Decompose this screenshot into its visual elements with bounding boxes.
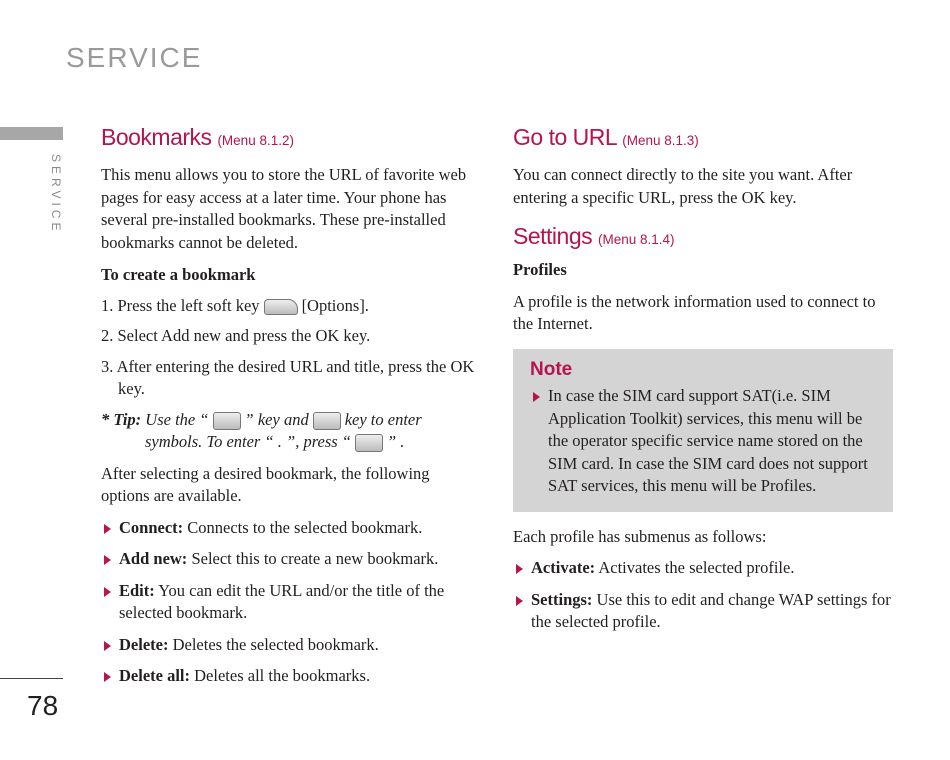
- tip: [101, 409, 476, 454]
- star-key-icon: [213, 412, 241, 430]
- left-column: [101, 122, 476, 688]
- step-1-text-b: [Options].: [301, 295, 369, 315]
- page-number: 78: [27, 690, 59, 721]
- tip-text-a: Use the “: [145, 409, 209, 429]
- side-section-label: SERVICE: [49, 154, 63, 235]
- tip-text-b: ” key and: [244, 409, 309, 429]
- left-soft-key-icon: [264, 299, 298, 315]
- goto-url-heading: [513, 122, 893, 156]
- submenu-term: Settings:: [531, 589, 593, 609]
- create-bookmark-subhead: To create a bookmark: [101, 265, 256, 284]
- note-box: [513, 349, 893, 512]
- right-column: [513, 122, 893, 634]
- hash-key-icon: [313, 412, 341, 430]
- options-intro: After selecting a desired bookmark, the following options are available.: [101, 463, 430, 505]
- page-number-rule: [0, 678, 63, 679]
- submenu-item: [513, 589, 893, 634]
- goto-url-title: Go to URL: [513, 124, 617, 150]
- option-desc: Connects to the selected bookmark.: [187, 517, 423, 537]
- tip-label: * Tip:: [101, 409, 142, 429]
- option-item: [101, 665, 476, 688]
- option-desc: Deletes all the bookmarks.: [194, 666, 371, 685]
- step-1: [101, 295, 476, 318]
- option-term: Connect:: [119, 517, 184, 537]
- step-2: 2. Select Add new and press the OK key.: [101, 326, 371, 345]
- option-desc: Select this to create a new bookmark.: [191, 549, 439, 568]
- submenus-intro: Each profile has submenus as follows:: [513, 526, 767, 546]
- option-item: [101, 580, 476, 625]
- option-item: [101, 634, 476, 657]
- settings-title: Settings: [513, 223, 593, 249]
- note-text: In case the SIM card support SAT(i.e. SIM Application Toolkit) services, this menu will be the operator specific service name stored on the SIM card. In case the SIM card does not support SAT services, this menu will be Profiles.: [530, 385, 876, 498]
- step-1-text-a: 1. Press the left soft key: [101, 295, 260, 315]
- page-header-title: SERVICE: [66, 42, 203, 73]
- profiles-body: A profile is the network information used to connect to the Internet.: [513, 291, 876, 333]
- tip-text-d: ” .: [386, 432, 405, 451]
- option-desc: You can edit the URL and/or the title of the selected bookmark.: [119, 580, 445, 622]
- note-title: Note: [530, 358, 573, 380]
- submenu-desc: Activates the selected profile.: [598, 558, 795, 577]
- bookmarks-intro: This menu allows you to store the URL of favorite web pages for easy access at a later time. Your phone has several pre-installed bookmarks. These pre-installed bookmarks cannot be deleted.: [101, 165, 467, 252]
- goto-url-body: You can connect directly to the site you want. After entering a specific URL, press the OK key.: [513, 165, 853, 207]
- option-item: [101, 548, 476, 571]
- step-3: 3. After entering the desired URL and title, press the OK key.: [101, 356, 475, 398]
- bookmarks-heading: [101, 122, 476, 156]
- side-tab-bar: [0, 127, 63, 140]
- tip-text-c: key to enter symbols. To enter “ . ”, press “: [145, 409, 422, 451]
- settings-heading: [513, 221, 893, 255]
- submenu-term: Activate:: [531, 558, 596, 577]
- profiles-subhead: Profiles: [513, 260, 567, 279]
- settings-menu-ref: (Menu 8.1.4): [598, 232, 675, 247]
- goto-url-menu-ref: (Menu 8.1.3): [622, 133, 699, 148]
- option-item: [101, 517, 476, 540]
- option-term: Delete:: [119, 634, 169, 654]
- option-term: Edit:: [119, 580, 155, 600]
- option-desc: Deletes the selected bookmark.: [172, 634, 379, 654]
- option-term: Add new:: [119, 549, 188, 568]
- bookmarks-menu-ref: (Menu 8.1.2): [217, 133, 294, 148]
- bookmarks-title: Bookmarks: [101, 124, 212, 150]
- submenu-desc: Use this to edit and change WAP settings for the selected profile.: [531, 589, 891, 631]
- star-key-icon: [355, 434, 383, 452]
- submenu-item: [513, 557, 893, 580]
- option-term: Delete all:: [119, 666, 191, 685]
